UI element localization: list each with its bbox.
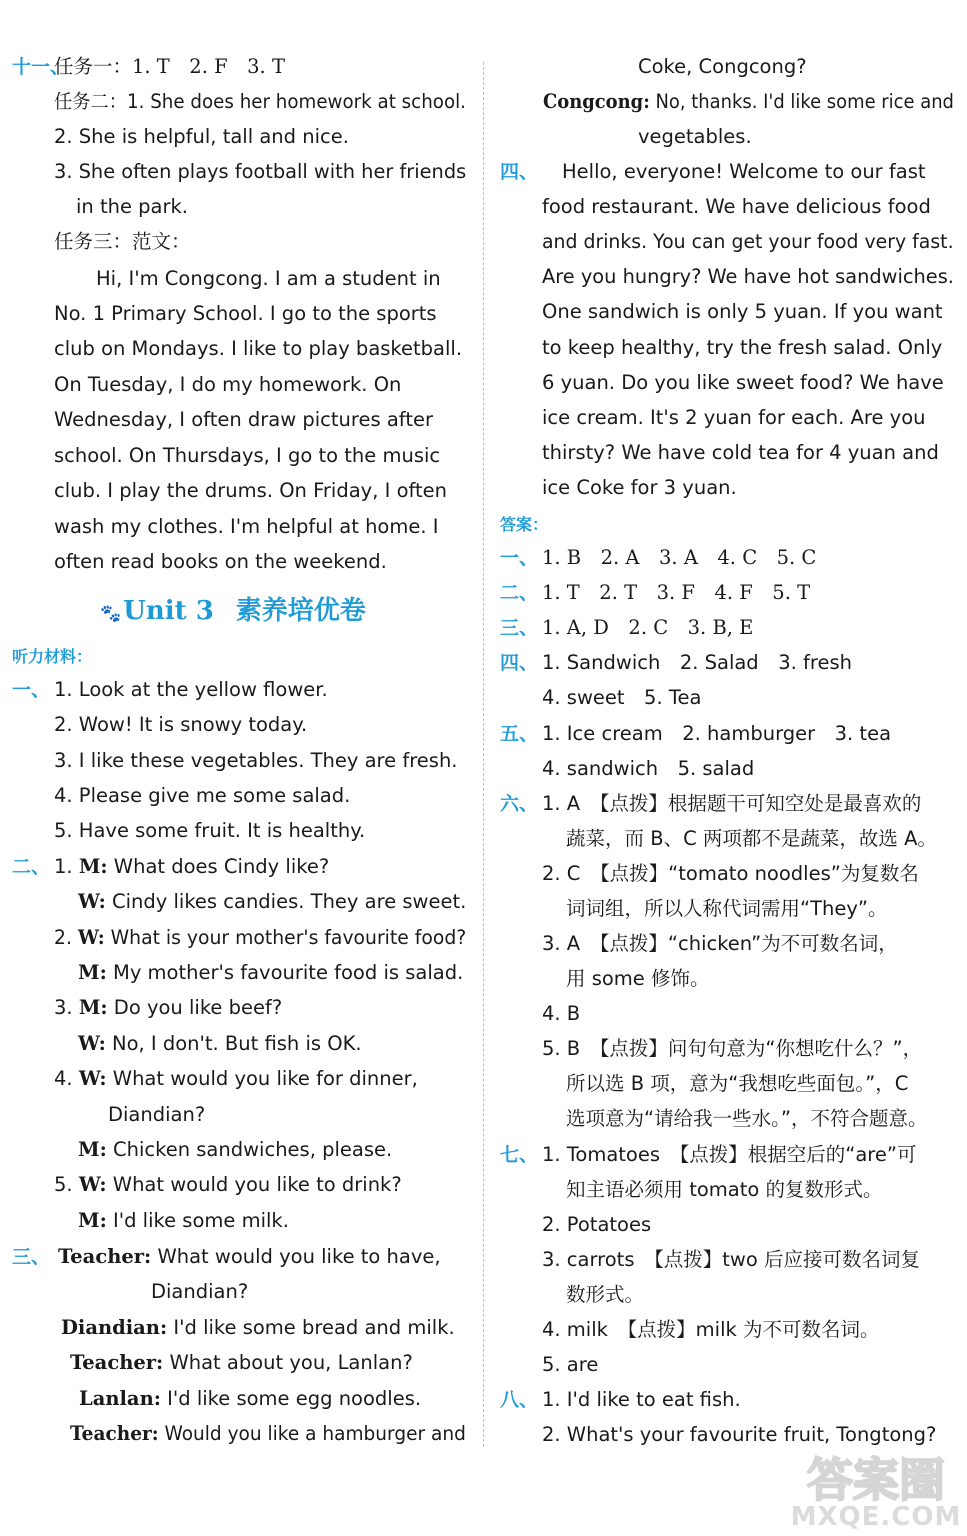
question-marker: 二、 bbox=[500, 582, 539, 604]
line-text: 1. B 2. A 3. A 4. C 5. C bbox=[542, 546, 817, 569]
speaker-label: Lanlan: bbox=[79, 1387, 161, 1410]
text-line bbox=[79, 1386, 421, 1412]
text-line bbox=[54, 995, 282, 1021]
line-text: 2. What's your favourite fruit, Tongtong? bbox=[542, 1423, 937, 1446]
text-line bbox=[542, 335, 942, 361]
question-marker: 三、 bbox=[12, 1246, 51, 1268]
text-line bbox=[151, 1279, 248, 1305]
text-line bbox=[500, 511, 548, 537]
speaker-label: W: bbox=[78, 1067, 107, 1090]
line-text: Hi, I'm Congcong. I am a student in bbox=[96, 267, 441, 290]
text-line bbox=[12, 1244, 441, 1270]
text-line bbox=[54, 372, 401, 398]
text-line bbox=[54, 925, 466, 951]
text-line bbox=[566, 1106, 927, 1132]
text-line bbox=[54, 159, 466, 185]
text-line bbox=[542, 1212, 651, 1238]
speaker-label: M: bbox=[78, 1138, 107, 1161]
column-divider bbox=[483, 62, 484, 1447]
line-text: 蔬菜，而 B、C 两项都不是蔬菜，故选 A。 bbox=[566, 827, 937, 850]
text-line bbox=[61, 1315, 455, 1341]
line-text: 1. A, D 2. C 3. B, E bbox=[542, 616, 754, 639]
speaker-label: Teacher: bbox=[70, 1351, 164, 1374]
text-line bbox=[54, 407, 433, 433]
text-line bbox=[12, 54, 285, 80]
line-text: vegetables. bbox=[638, 125, 752, 148]
question-marker: 十一、 bbox=[12, 56, 70, 78]
text-line bbox=[543, 89, 954, 115]
line-text: Cindy likes candies. They are sweet. bbox=[105, 890, 467, 913]
line-text: What would you like for dinner, bbox=[106, 1067, 418, 1090]
line-text: 4. B bbox=[542, 1002, 581, 1025]
line-text: One sandwich is only 5 yuan. If you want bbox=[542, 300, 943, 323]
text-line bbox=[500, 1387, 741, 1413]
line-text: I'd like some bread and milk. bbox=[167, 1316, 455, 1339]
text-line bbox=[12, 643, 92, 669]
line-text: 1. Tomatoes 【点拨】根据空后的“are”可 bbox=[542, 1143, 917, 1166]
speaker-label: M: bbox=[78, 855, 108, 878]
watermark-logo bbox=[788, 1444, 964, 1532]
question-marker: 七、 bbox=[500, 1144, 539, 1166]
line-text: often read books on the weekend. bbox=[54, 550, 387, 573]
line-text: What about you, Lanlan? bbox=[163, 1351, 413, 1374]
line-text: I'd like some egg noodles. bbox=[160, 1387, 422, 1410]
text-line bbox=[54, 783, 350, 809]
line-text: ice cream. It's 2 yuan for each. Are you bbox=[542, 406, 926, 429]
line-text: 2. C 【点拨】“tomato noodles”为复数名 bbox=[542, 862, 919, 885]
text-line bbox=[542, 194, 931, 220]
line-text: Hello, everyone! Welcome to our fast bbox=[562, 160, 926, 183]
line-text: 任务一：1. T 2. F 3. T bbox=[54, 55, 285, 78]
speaker-label: M: bbox=[78, 996, 108, 1019]
text-line bbox=[54, 1172, 402, 1198]
line-text: 4. milk 【点拨】milk 为不可数名词。 bbox=[542, 1318, 880, 1341]
line-text: 3. She often plays football with her friends bbox=[54, 160, 467, 183]
question-marker: 一、 bbox=[500, 547, 539, 569]
text-line bbox=[542, 1352, 598, 1378]
line-text: 4. bbox=[54, 1067, 79, 1090]
text-line bbox=[54, 229, 191, 255]
line-text: 4. Please give me some salad. bbox=[54, 784, 351, 807]
question-marker: 五、 bbox=[500, 723, 539, 745]
text-line bbox=[54, 478, 447, 504]
line-text: 1. Look at the yellow flower. bbox=[54, 678, 328, 701]
watermark-url: MXQE.COM bbox=[790, 1502, 962, 1532]
line-text: 2. Wow! It is snowy today. bbox=[54, 713, 308, 736]
speaker-label: W: bbox=[78, 890, 106, 913]
text-line bbox=[54, 89, 466, 115]
line-text: 词词组，所以人称代词需用“They”。 bbox=[566, 897, 888, 920]
text-line bbox=[78, 960, 463, 986]
line-text: 1. I'd like to eat fish. bbox=[542, 1388, 741, 1411]
line-text: 数形式。 bbox=[566, 1283, 645, 1306]
text-line bbox=[500, 545, 816, 571]
line-text: What does Cindy like? bbox=[107, 855, 330, 878]
line-text: 5. are bbox=[542, 1353, 599, 1376]
text-line bbox=[566, 896, 888, 922]
text-line bbox=[54, 748, 458, 774]
line-text: wash my clothes. I'm helpful at home. I bbox=[54, 515, 439, 538]
text-line bbox=[542, 756, 754, 782]
text-line bbox=[500, 580, 810, 606]
line-text: thirsty? We have cold tea for 4 yuan and bbox=[542, 441, 939, 464]
text-line bbox=[542, 229, 954, 255]
text-line bbox=[542, 931, 898, 957]
text-line bbox=[500, 650, 852, 676]
text-line bbox=[54, 124, 349, 150]
question-marker: 三、 bbox=[500, 617, 539, 639]
line-text: Chicken sandwiches, please. bbox=[106, 1138, 393, 1161]
line-text: 5. B 【点拨】问句句意为“你想吃什么？”， bbox=[542, 1037, 923, 1060]
speaker-label: Congcong: bbox=[543, 90, 650, 113]
speaker-label: Teacher: bbox=[58, 1245, 152, 1268]
line-text: 知主语必须用 tomato 的复数形式。 bbox=[566, 1178, 883, 1201]
text-line bbox=[78, 1208, 289, 1234]
line-text: ice Coke for 3 yuan. bbox=[542, 476, 737, 499]
line-text: 1. Ice cream 2. hamburger 3. tea bbox=[542, 722, 892, 745]
line-text: What would you like to drink? bbox=[106, 1173, 402, 1196]
text-line bbox=[78, 1137, 392, 1163]
line-text: 3. A 【点拨】“chicken”为不可数名词， bbox=[542, 932, 898, 955]
line-text: 用 some 修饰。 bbox=[566, 967, 710, 990]
unit-heading bbox=[100, 594, 366, 628]
line-text: club. I play the drums. On Friday, I often bbox=[54, 479, 448, 502]
line-text: 3. bbox=[54, 996, 79, 1019]
line-text: Diandian? bbox=[108, 1103, 206, 1126]
line-text: and drinks. You can get your food very fast. bbox=[542, 230, 954, 253]
line-text: 1. A 【点拨】根据题干可知空处是最喜欢的 bbox=[542, 792, 922, 815]
speaker-label: Teacher: bbox=[70, 1422, 159, 1445]
line-text: On Tuesday, I do my homework. On bbox=[54, 373, 402, 396]
paw-icon: 🐾 bbox=[100, 604, 122, 624]
speaker-label: M: bbox=[78, 1209, 107, 1232]
line-text: 5. Have some fruit. It is healthy. bbox=[54, 819, 366, 842]
line-text: food restaurant. We have delicious food bbox=[542, 195, 931, 218]
line-text: No, I don't. But fish is OK. bbox=[105, 1032, 362, 1055]
question-marker: 六、 bbox=[500, 793, 539, 815]
text-line bbox=[566, 966, 709, 992]
text-line bbox=[542, 475, 737, 501]
speaker-label: M: bbox=[78, 961, 107, 984]
text-line bbox=[566, 826, 937, 852]
speaker-label: Diandian: bbox=[61, 1316, 168, 1339]
text-line bbox=[54, 549, 387, 575]
line-text: 所以选 B 项，意为“我想吃些面包。”，C bbox=[566, 1072, 909, 1095]
line-text: 选项意为“请给我一些水。”，不符合题意。 bbox=[566, 1107, 928, 1130]
unit-title: 素养培优卷 bbox=[235, 596, 366, 626]
line-text: 1. T 2. T 3. F 4. F 5. T bbox=[542, 581, 811, 604]
section-heading: 听力材料： bbox=[12, 647, 93, 666]
line-text: Are you hungry? We have hot sandwiches. bbox=[542, 265, 954, 288]
text-line bbox=[542, 1317, 880, 1343]
text-line bbox=[96, 266, 441, 292]
line-text: club on Mondays. I like to play basketball. bbox=[54, 337, 463, 360]
text-line bbox=[542, 370, 944, 396]
text-line bbox=[70, 1421, 466, 1447]
text-line bbox=[500, 1142, 917, 1168]
text-line bbox=[12, 854, 329, 880]
text-line bbox=[638, 54, 807, 80]
text-line bbox=[70, 1350, 413, 1376]
text-line bbox=[76, 194, 188, 220]
text-line bbox=[108, 1102, 205, 1128]
text-line bbox=[542, 299, 943, 325]
text-line bbox=[78, 889, 466, 915]
line-text: to keep healthy, try the fresh salad. Only bbox=[542, 336, 943, 359]
text-line bbox=[54, 301, 437, 327]
line-text: My mother's favourite food is salad. bbox=[106, 961, 464, 984]
line-text: 3. carrots 【点拨】two 后应接可数名词复 bbox=[542, 1248, 920, 1271]
text-line bbox=[542, 264, 954, 290]
text-line bbox=[542, 1247, 920, 1273]
text-line bbox=[54, 818, 365, 844]
line-text: Diandian? bbox=[151, 1280, 249, 1303]
text-line bbox=[542, 1036, 922, 1062]
section-heading: 答案： bbox=[500, 515, 549, 534]
question-marker: 八、 bbox=[500, 1389, 539, 1411]
line-text: 1. bbox=[54, 855, 79, 878]
text-line bbox=[542, 685, 701, 711]
text-line bbox=[500, 159, 926, 185]
speaker-label: W: bbox=[77, 926, 105, 949]
text-line bbox=[638, 124, 752, 150]
speaker-label: W: bbox=[78, 1173, 107, 1196]
line-text: Would you like a hamburger and bbox=[158, 1422, 466, 1445]
line-text: 1. Sandwich 2. Salad 3. fresh bbox=[542, 651, 852, 674]
text-line bbox=[542, 861, 919, 887]
text-line bbox=[78, 1031, 362, 1057]
line-text: 2. She is helpful, tall and nice. bbox=[54, 125, 349, 148]
line-text: Do you like beef? bbox=[107, 996, 283, 1019]
text-line bbox=[542, 405, 926, 431]
text-line bbox=[54, 514, 439, 540]
text-line bbox=[566, 1177, 883, 1203]
text-line bbox=[542, 1001, 580, 1027]
text-line bbox=[500, 615, 753, 641]
text-line bbox=[12, 677, 328, 703]
line-text: No, thanks. I'd like some rice and bbox=[649, 90, 954, 113]
unit-number: Unit 3 bbox=[123, 596, 214, 626]
question-marker: 一、 bbox=[12, 679, 51, 701]
question-marker: 四、 bbox=[500, 161, 539, 183]
text-line bbox=[500, 791, 921, 817]
text-line bbox=[54, 443, 440, 469]
question-marker: 四、 bbox=[500, 652, 539, 674]
line-text: 6 yuan. Do you like sweet food? We have bbox=[542, 371, 944, 394]
text-line bbox=[566, 1282, 644, 1308]
line-text: 4. sandwich 5. salad bbox=[542, 757, 755, 780]
line-text: 任务二：1. She does her homework at school. bbox=[54, 90, 466, 113]
line-text: Coke, Congcong? bbox=[638, 55, 807, 78]
text-line bbox=[54, 1066, 418, 1092]
line-text: 2. Potatoes bbox=[542, 1213, 652, 1236]
text-line bbox=[54, 336, 462, 362]
line-text: 2. bbox=[54, 926, 78, 949]
speaker-label: W: bbox=[78, 1032, 106, 1055]
line-text: 5. bbox=[54, 1173, 79, 1196]
watermark-chinese: 答案圈 bbox=[807, 1453, 945, 1507]
line-text: 3. I like these vegetables. They are fresh. bbox=[54, 749, 458, 772]
line-text: Wednesday, I often draw pictures after bbox=[54, 408, 433, 431]
line-text: What is your mother's favourite food? bbox=[104, 926, 467, 949]
line-text: No. 1 Primary School. I go to the sports bbox=[54, 302, 437, 325]
line-text: 任务三：范文： bbox=[54, 230, 191, 253]
text-line bbox=[542, 440, 939, 466]
line-text: 4. sweet 5. Tea bbox=[542, 686, 702, 709]
line-text: What would you like to have, bbox=[151, 1245, 441, 1268]
question-marker: 二、 bbox=[12, 856, 51, 878]
text-line bbox=[500, 721, 891, 747]
text-line bbox=[54, 712, 307, 738]
line-text: I'd like some milk. bbox=[106, 1209, 289, 1232]
line-text: school. On Thursdays, I go to the music bbox=[54, 444, 441, 467]
text-line bbox=[566, 1071, 908, 1097]
line-text: in the park. bbox=[76, 195, 189, 218]
